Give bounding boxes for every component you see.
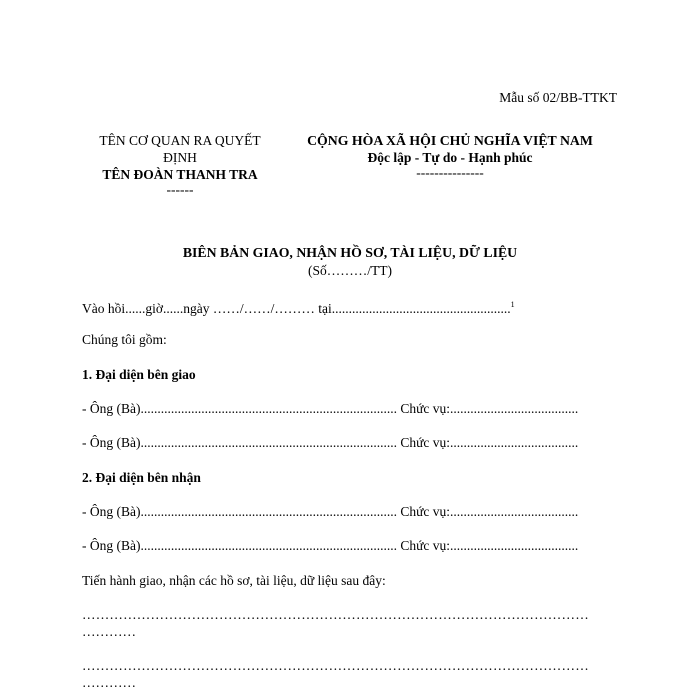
dotted-line-full: ………………………………………………………………………………………………… — [82, 658, 589, 673]
left-divider: ------ — [166, 182, 194, 197]
agency-name-line1: TÊN CƠ QUAN RA QUYẾT — [99, 133, 261, 148]
national-header-block — [290, 132, 610, 180]
document-title: BIÊN BẢN GIAO, NHẬN HỒ SƠ, TÀI LIỆU, DỮ LIỆU — [182, 245, 518, 260]
issuing-agency-block — [75, 132, 285, 197]
section2-row: - Ông (Bà)............................................................................ Chức vụ:...................................... — [82, 504, 579, 519]
section1-row: - Ông (Bà)............................................................................ Chức vụ:...................................... — [82, 401, 579, 416]
form-number: Mẫu số 02/BB-TTKT — [499, 90, 617, 105]
section2-row: - Ông (Bà)............................................................................ Chức vụ:...................................... — [82, 538, 579, 553]
we-are-line: Chúng tôi gồm: — [82, 332, 167, 347]
footnote-mark: 1 — [510, 300, 515, 309]
time-place-text: Vào hồi......giờ......ngày ……/……/……… tại..................................................... — [82, 301, 511, 316]
national-motto: Độc lập - Tự do - Hạnh phúc — [367, 150, 533, 165]
nation-name: CỘNG HÒA XÃ HỘI CHỦ NGHĨA VIỆT NAM — [307, 133, 593, 148]
document-number: (Số………/TT) — [308, 263, 392, 278]
time-place-line — [82, 296, 515, 317]
dotted-line-short: ………… — [82, 675, 136, 690]
dotted-line-short: ………… — [82, 624, 136, 639]
proceed-line: Tiến hành giao, nhận các hồ sơ, tài liệu, dữ liệu sau đây: — [82, 573, 386, 588]
right-divider: --------------- — [416, 165, 484, 180]
dotted-line-full: ………………………………………………………………………………………………… — [82, 607, 589, 622]
section1-heading: 1. Đại diện bên giao — [82, 367, 196, 382]
agency-name-line2: ĐỊNH — [163, 150, 197, 165]
section1-row: - Ông (Bà)............................................................................ Chức vụ:...................................... — [82, 435, 579, 450]
inspection-team-name: TÊN ĐOÀN THANH TRA — [102, 167, 258, 182]
section2-heading: 2. Đại diện bên nhận — [82, 470, 201, 485]
